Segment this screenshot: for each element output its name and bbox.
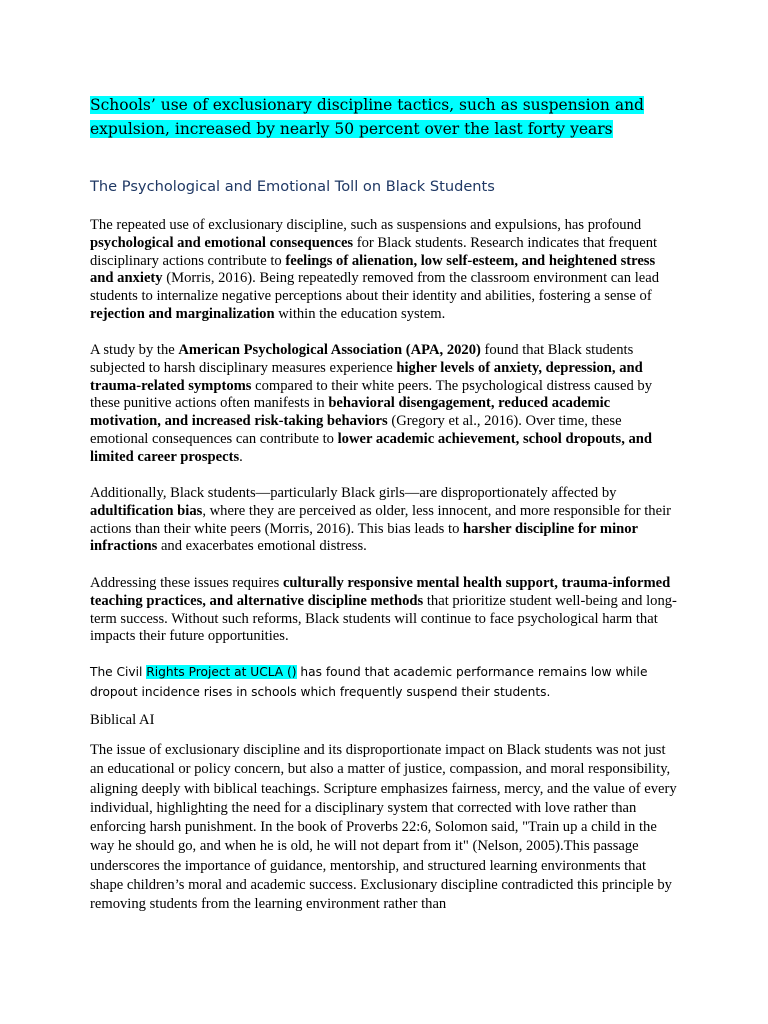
paragraph-adultification-bias: [90, 485, 682, 556]
paragraph-text: compared to their white peers. The psychological distress caused by these punitive actions often manifests in: [90, 377, 652, 412]
section-heading: The Psychological and Emotional Toll on Black Students: [90, 178, 495, 195]
paragraph-text: A study by the: [90, 342, 179, 358]
paragraph-text: found that Black students subjected to harsh disciplinary measures experience: [90, 342, 634, 376]
paragraph-text: for Black students. Research indicates that frequent disciplinary actions contribute to: [90, 234, 658, 269]
paragraph-text: (Gregory et al., 2016). Over time, these emotional consequences can contribute to: [90, 413, 622, 447]
paragraph-addressing-issues: [90, 575, 682, 646]
bold-phrase: behavioral disengagement, reduced academic motivation, and increased risk-taking behaviors: [90, 395, 611, 430]
paragraph-text: within the education system.: [274, 305, 446, 322]
highlighted-headline: [90, 93, 690, 141]
paragraph-text: that prioritize student well-being and long-term success. Without such reforms, Black students will continue to face psychological harm that impacts their future opportunities.: [90, 592, 677, 645]
highlighted-source-phrase: Rights Project at UCLA (): [146, 665, 297, 679]
headline-line-1: Schools’ use of exclusionary discipline tactics, such as suspension and: [90, 96, 644, 114]
paragraph-text: and exacerbates emotional distress.: [157, 538, 367, 555]
bold-phrase: culturally responsive mental health support, trauma-informed teaching practices, and alternative discipline methods: [90, 575, 671, 609]
civil-rights-note: [90, 662, 690, 702]
bold-phrase: lower academic achievement, school dropouts, and limited career prospects: [90, 430, 653, 465]
bold-phrase: psychological and emotional consequences: [90, 234, 354, 251]
note-text: The Civil: [90, 665, 147, 679]
subheading-biblical-ai: Biblical AI: [90, 712, 155, 728]
bold-phrase: harsher discipline for minor infractions: [90, 520, 638, 555]
bold-phrase: feelings of alienation, low self-esteem, and heightened stress and anxiety: [90, 252, 656, 287]
paragraph-biblical-perspective: The issue of exclusionary discipline and its disproportionate impact on Black students was not just an educational or policy concern, but also a matter of justice, compassion, and moral responsibility, aligning deeply with biblical teachings. Scripture emphasizes fairness, mercy, and the value of every individual, highlighting the need for a disciplinary system that corrected with love rather than enforcing harsh punishment. In the book of Proverbs 22:6, Solomon said, "Train up a child in the way he should go, and when he is old, he will not depart from it" (Nelson, 2005).This passage underscores the importance of guidance, mentorship, and structured learning environments that shape children’s moral and academic success. Exclusionary discipline contradicted this principle by removing students from the learning environment rather than: [90, 742, 677, 913]
bold-phrase: higher levels of anxiety, depression, and trauma-related symptoms: [90, 359, 643, 394]
bold-phrase: rejection and marginalization: [90, 305, 275, 322]
bold-phrase: adultification bias: [90, 502, 203, 519]
paragraph-text: , where they are perceived as older, less innocent, and more responsible for their actions than their white peers (Morris, 2016). This bias leads to: [90, 502, 671, 537]
bold-phrase: American Psychological Association (APA, 2020): [178, 342, 481, 358]
paragraph-psychological-consequences: [90, 217, 682, 324]
paragraph-apa-study: [90, 342, 682, 467]
paragraph-text: The repeated use of exclusionary discipline, such as suspensions and expulsions, has profound: [90, 217, 642, 233]
paragraph-text: .: [239, 448, 243, 465]
paragraph-text: (Morris, 2016). Being repeatedly removed from the classroom environment can lead students to internalize negative perceptions about their identity and abilities, fostering a sense of: [90, 270, 660, 305]
note-text: has found that academic performance remains low while dropout incidence rises in schools which frequently suspend their students.: [90, 665, 648, 699]
headline-line-2: expulsion, increased by nearly 50 percent over the last forty years: [90, 120, 613, 138]
paragraph-text: Addressing these issues requires: [90, 575, 283, 591]
paragraph-text: Additionally, Black students—particularly Black girls—are disproportionately affected by: [90, 485, 617, 501]
